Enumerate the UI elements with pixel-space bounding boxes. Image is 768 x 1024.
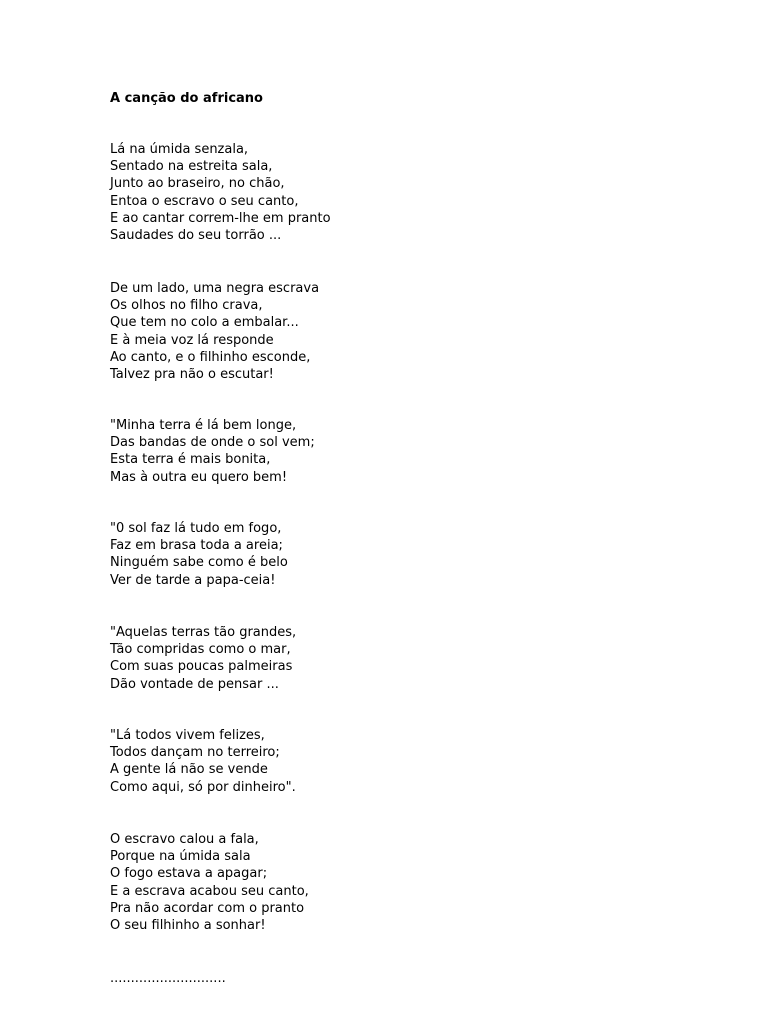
continuation-dots: ............................ <box>110 971 226 986</box>
stanza-4 <box>110 520 288 589</box>
poem-line: Junto ao braseiro, no chão, <box>110 176 285 192</box>
poem-line: Talvez pra não o escutar! <box>110 367 274 383</box>
poem-line: E a escrava acabou seu canto, <box>110 883 309 899</box>
poem-line: A gente lá não se vende <box>110 762 268 778</box>
poem-line: O escravo calou a fala, <box>110 832 259 847</box>
poem-line: Ver de tarde a papa-ceia! <box>110 572 276 588</box>
poem-line: Porque na úmida sala <box>110 849 251 865</box>
stanza-5 <box>110 624 296 693</box>
poem-line: "Minha terra é lá bem longe, <box>110 418 297 433</box>
poem-line: Pra não acordar com o pranto <box>110 900 305 916</box>
poem-line: E ao cantar correm-lhe em pranto <box>110 210 331 226</box>
poem-line: Ao canto, e o filhinho esconde, <box>110 349 311 365</box>
poem-line: "0 sol faz lá tudo em fogo, <box>110 521 282 536</box>
poem-line: Saudades do seu torrão ... <box>110 228 282 244</box>
poem-line: Das bandas de onde o sol vem; <box>110 435 315 451</box>
stanza-6 <box>110 727 296 796</box>
poem-line: Dão vontade de pensar ... <box>110 676 279 692</box>
poem-line: Esta terra é mais bonita, <box>110 452 271 468</box>
poem-line: Todos dançam no terreiro; <box>110 745 280 761</box>
poem-line: Faz em brasa toda a areia; <box>110 538 283 554</box>
stanza-7 <box>110 831 309 934</box>
poem-line: Lá na úmida senzala, <box>110 142 249 157</box>
poem-line: O seu filhinho a sonhar! <box>110 918 266 934</box>
poem-line: O fogo estava a apagar; <box>110 866 268 882</box>
poem-line: De um lado, uma negra escrava <box>110 281 320 296</box>
poem-line: "Lá todos vivem felizes, <box>110 728 265 743</box>
poem-title: A canção do africano <box>110 91 263 106</box>
poem-line: Como aqui, só por dinheiro". <box>110 779 296 795</box>
poem-line: "Aquelas terras tão grandes, <box>110 625 297 640</box>
stanza-3 <box>110 417 315 486</box>
poem-line: Tão compridas como o mar, <box>110 642 291 658</box>
stanza-1 <box>110 141 331 244</box>
poem-line: Entoa o escravo o seu canto, <box>110 193 299 209</box>
poem-line: Os olhos no filho crava, <box>110 298 263 314</box>
poem-line: Sentado na estreita sala, <box>110 159 273 175</box>
poem-line: Mas à outra eu quero bem! <box>110 469 288 485</box>
poem-line: Com suas poucas palmeiras <box>110 659 293 675</box>
poem-line: Que tem no colo a embalar... <box>110 315 299 331</box>
stanza-2 <box>110 280 319 383</box>
poem-line: E à meia voz lá responde <box>110 332 274 348</box>
poem-line: Ninguém sabe como é belo <box>110 555 288 571</box>
